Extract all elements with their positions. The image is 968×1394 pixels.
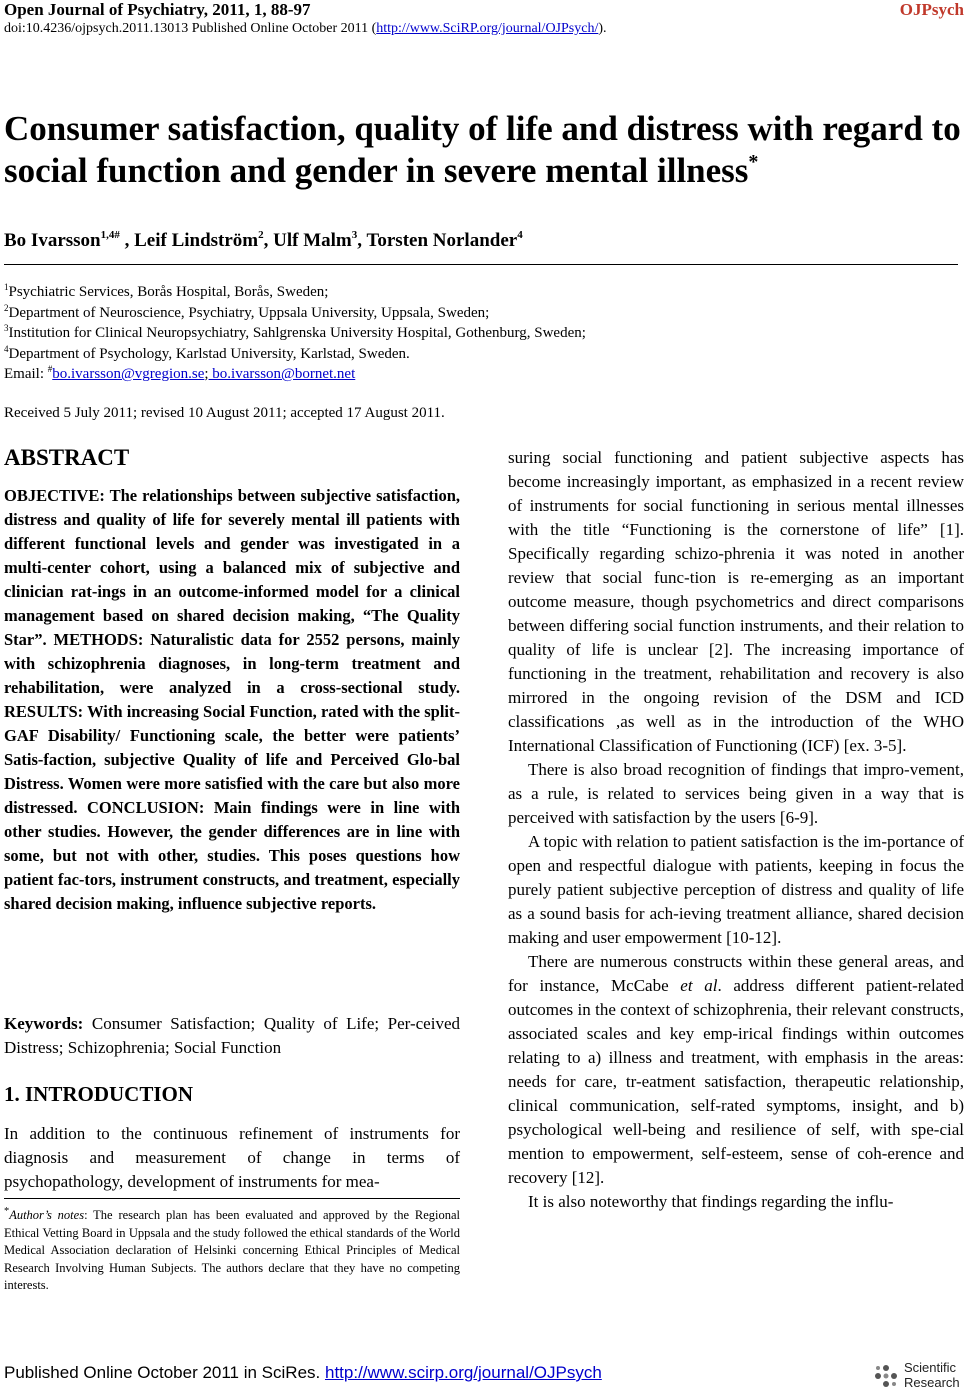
journal-brand: OJPsych (899, 0, 964, 19)
logo-icon (872, 1362, 900, 1390)
author-sup: 2 (258, 229, 264, 241)
author-list: Bo Ivarsson$^{1,4\#}$ , Leif Lindström$^2$, Ulf Malm$^3$, Torsten Norlander$^4$ (4, 229, 523, 251)
journal-url-link[interactable]: http://www.SciRP.org/journal/OJPsych/ (376, 21, 599, 36)
paragraph-emphasis: et al (680, 976, 718, 995)
affiliation-sup: 4 (4, 343, 9, 354)
journal-citation: Open Journal of Psychiatry, 2011, 1, 88-97 (4, 0, 311, 19)
paragraph: suring social functioning and patient subjective aspects has become increasingly important, as emphasized in a recent review of instruments for social functioning in serious mental illnesses with the title “Functioning is the cornerstone of life” [1]. Specifically regarding schizo-phrenia it was noted in another review that social func-tion is re-emerging as an important outcome measure, though psychometrics and direct comparisons between differing social function instruments, and their relation to quality of life is unclear [2]. The increasing importance of functioning in the treatment, rehabilitation and recovery is also mirrored in the ongoing revision of the DSM and ICD classifications ,as well as in the introduction of the WHO International Classification of Functioning (ICF) [ex. 3-5]. (508, 448, 964, 755)
affiliation-text: Institution for Clinical Neuropsychiatry, Sahlgrenska University Hospital, Gothenburg, Sweden; (8, 325, 586, 341)
introduction-heading: 1. INTRODUCTION (4, 1082, 194, 1106)
author-name: Ulf Malm (273, 230, 352, 251)
author-name: Bo Ivarsson (4, 230, 101, 251)
right-column-body (508, 446, 964, 1214)
logo-line: Research (904, 1375, 960, 1390)
author-sup: 1,4# (100, 229, 120, 241)
affiliation-item (4, 303, 586, 324)
scientific-research-logo (872, 1360, 964, 1392)
affiliation-sup: 1 (4, 282, 9, 292)
abstract-body: OBJECTIVE: The relationships between subjective satisfaction, distress and quality of life for severely mental ill patients with different functional levels and gender was investigated in a multi-center cohort, using a balanced mix of subjective and clinician rat-ings in an outcome-informed model for a clinical management based on shared decision making, “The Quality Star”. METHODS: Naturalistic data for 2552 persons, mainly with schizophrenia diagnoses, in long-term treatment and rehabilitation, were analyzed in a cross-sectional study. RESULTS: With increasing Social Function, rated with the split-GAF Disability/ Functioning scale, the better were patients’ Satis-faction, subjective Quality of life and Perceived Glo-bal Distress. Women were more satisfied with the care but also more distressed. CONCLUSION: Main findings were in line with other studies. However, the gender differences are in line with some, but not with other, studies. This poses questions how patient fac-tors, instrument constructs, and treatment, especially shared decision making, influence subjective reports. (4, 486, 460, 913)
footer-text: Published Online October 2011 in SciRes. (4, 1363, 325, 1382)
affiliation-text: Department of Neuroscience, Psychiatry, Uppsala University, Uppsala, Sweden; (8, 304, 490, 321)
logo-text (904, 1360, 960, 1390)
affiliation-text: Psychiatric Services, Borås Hospital, Borås, Sweden; (8, 284, 329, 300)
author-name: Leif Lindström (134, 230, 259, 251)
paper-title-text: Consumer satisfaction, quality of life and distress with regard to social function and gender in severe mental illness (4, 109, 961, 190)
logo-line: Scientific (904, 1360, 957, 1375)
paragraph-text: . address different patient-related outcomes in the context of schizophrenia, their relevant constructs, associated scales and key emp-irical findings within outcomes relating to a) illness and treatment, with emphasis in the areas: needs for care, tr-eatment satisfaction, therapeutic relationship, clinical communication, self-rated symptoms, insight, and b) psychological well-being and resilience of self, with spe-cial mention to empowerment, self-esteem, sense of coh-erence and recovery [12]. (508, 976, 964, 1187)
email-label: Email: (4, 366, 48, 382)
email-separator: ; (204, 366, 209, 382)
paper-title (4, 108, 964, 192)
doi-prefix: doi:10.4236/ojpsych.2011.13013 Published Online October 2011 ( (4, 21, 377, 36)
affiliation-text: Department of Psychology, Karlstad University, Karlstad, Sweden. (8, 345, 410, 362)
paragraph-text: There are numerous constructs within these general areas, and for instance, McCabe (508, 952, 964, 995)
footnote-text: : The research plan has been evaluated and approved by the Regional Ethical Vetting Board in Uppsala and the study followed the ethical standards of the World Medical Association declaration of Helsinki concerning Ethical Principles of Medical Research Involving Human Subjects. The authors declare that they have no competing interests. (4, 1208, 460, 1293)
paragraph: It is also noteworthy that findings regarding the influ- (528, 1192, 894, 1211)
email-sup: # (47, 364, 53, 374)
author-sup: 4 (517, 229, 523, 241)
affiliations (4, 282, 586, 385)
keywords-label: Keywords: (4, 1014, 84, 1033)
author-name: Torsten Norlander (366, 230, 518, 251)
paragraph: There is also broad recognition of findings that impro-vement, as a rule, is related to services being given in a way that is perceived with satisfaction by the users [6-9]. (508, 760, 964, 827)
received-dates: Received 5 July 2011; revised 10 August 2011; accepted 17 August 2011. (4, 405, 445, 421)
keywords (4, 1012, 460, 1060)
page-footer (4, 1363, 602, 1383)
doi-line (4, 21, 607, 37)
paragraph: A topic with relation to patient satisfaction is the im-portance of open and respectful dialogue with patients, keeping in focus the purely patient subjective perception of distress and quality of life as a sound basis for ach-ieving treatment alliance, shared decision making and user empowerment [10-12]. (508, 832, 964, 947)
header-divider (4, 264, 958, 265)
author-sup: 3 (351, 229, 358, 241)
affiliation-sup: 3 (4, 323, 9, 333)
keywords-text: Consumer Satisfaction; Quality of Life; Per-ceived Distress; Schizophrenia; Social Function (4, 1014, 460, 1057)
title-footnote-mark: * (748, 151, 759, 173)
footnote-mark: * (4, 1206, 10, 1217)
affiliation-item (4, 323, 586, 344)
author-footnote (4, 1203, 460, 1295)
email-link-primary[interactable]: bo.ivarsson@vgregion.se (52, 366, 205, 382)
footer-url-link[interactable]: http://www.scirp.org/journal/OJPsych (324, 1363, 602, 1382)
abstract-heading: ABSTRACT (4, 445, 130, 470)
paragraph (508, 950, 964, 1190)
footnote-divider (4, 1198, 460, 1199)
affiliation-item (4, 282, 586, 303)
affiliation-sup: 2 (4, 302, 9, 313)
footnote-label: Author’s notes (9, 1208, 85, 1223)
introduction-body: In addition to the continuous refinement of instruments for diagnosis and measurement of change in terms of psychopathology, development of instruments for mea- (4, 1124, 460, 1191)
email-line (4, 364, 586, 385)
doi-suffix: ). (598, 21, 607, 36)
email-link-secondary[interactable]: bo.ivarsson@bornet.net (208, 366, 356, 382)
affiliation-item (4, 344, 586, 365)
